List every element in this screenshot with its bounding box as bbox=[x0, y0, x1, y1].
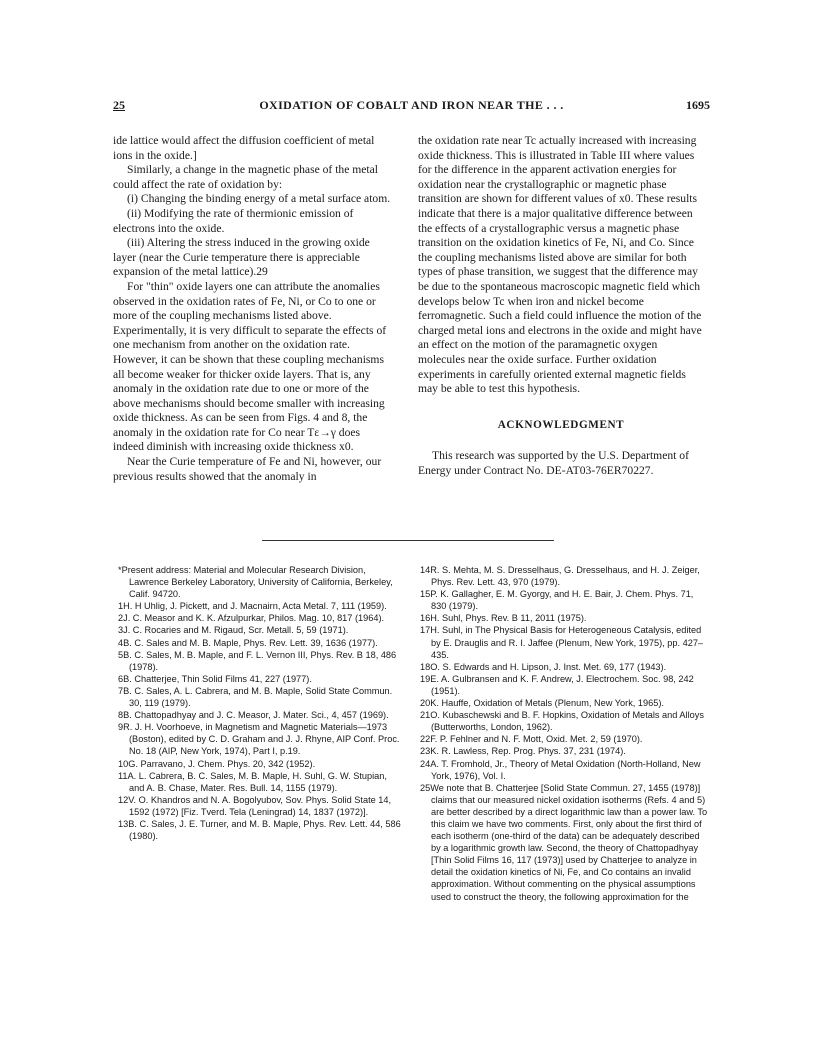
paragraph: For "thin" oxide layers one can attribute the anomalies observed in the oxidation rates of Fe, Ni, or Co to one or more of the coupling mechanisms listed above. Experimentally, it is very difficult to separate the effects of one mechanism from another on the oxidation rate. However, it can be shown that these coupling mechanisms all become weaker for thicker oxide layers. That is, any anomaly in the oxidation rate due to one or more of the above mechanisms should become smaller with increasing oxide thickness. As can be seen from Figs. 4 and 8, the anomaly in the oxidation rate for Co near Tε→γ does indeed diminish with increasing oxide thickness x0. bbox=[113, 279, 387, 454]
reference-item: 12V. O. Khandros and N. A. Bogolyubov, Sov. Phys. Solid State 14, 1592 (1972) [Fiz. Tverd. Tela (Leningrad) 14, 1837 (1972)]. bbox=[118, 794, 392, 817]
reference-item: 1H. H Uhlig, J. Pickett, and J. Macnairn, Acta Metal. 7, 111 (1959). bbox=[118, 601, 387, 612]
reference-item: 4B. C. Sales and M. B. Maple, Phys. Rev. Lett. 39, 1636 (1977). bbox=[118, 637, 378, 648]
reference-item: 9R. J. H. Voorhoeve, in Magnetism and Magnetic Materials—1973 (Boston), edited by C. D. Graham and J. J. Rhyne, AIP Conf. Proc. No. 18 (AIP, New York, 1974), Part I, p.19. bbox=[118, 722, 400, 757]
reference-item: 2J. C. Measor and K. K. Afzulpurkar, Philos. Mag. 10, 817 (1964). bbox=[118, 613, 385, 624]
reference-item: 16H. Suhl, Phys. Rev. B 11, 2011 (1975). bbox=[420, 613, 587, 624]
running-header bbox=[113, 98, 710, 116]
reference-item: 10G. Parravano, J. Chem. Phys. 20, 342 (1952). bbox=[118, 758, 316, 769]
reference-item: 5B. C. Sales, M. B. Maple, and F. L. Vernon III, Phys. Rev. B 18, 486 (1978). bbox=[118, 649, 397, 672]
reference-item: 22F. P. Fehlner and N. F. Mott, Oxid. Met. 2, 59 (1970). bbox=[420, 734, 643, 745]
reference-item: 17H. Suhl, in The Physical Basis for Heterogeneous Catalysis, edited by E. Drauglis and R. I. Jaffee (Plenum, New York, 1975), pp. 427–435. bbox=[420, 625, 704, 660]
paragraph: (iii) Altering the stress induced in the growing oxide layer (near the Curie temperature there is appreciable expansion of the metal lattice).29 bbox=[113, 236, 370, 279]
right-text-column bbox=[418, 134, 704, 478]
reference-item: 6B. Chatterjee, Thin Solid Films 41, 227 (1977). bbox=[118, 673, 312, 684]
reference-item: 8B. Chattopadhyay and J. C. Measor, J. Mater. Sci., 4, 457 (1969). bbox=[118, 710, 389, 721]
reference-item: 25We note that B. Chatterjee [Solid State Commun. 27, 1455 (1978)] claims that our measured nickel oxidation isotherms (Refs. 4 and 5) are better described by a direct logarithmic law than a power law. To this claim we have two comments. First, only about the first third of each isotherm (one-third of the data) can be adequately described by a logarithmic growth law. Second, the theory of Chattopadhyay [Thin Solid Films 16, 117 (1973)] used by Chatterjee to analyze in detail the oxidation kinetics of Ni, Fe, and Co contains an invalid approximation. Without commenting on the physical assumptions used to construct the theory, the following approximation for the bbox=[420, 782, 708, 902]
paragraph: ide lattice would affect the diffusion coefficient of metal ions in the oxide.] bbox=[113, 134, 375, 162]
reference-item: 7B. C. Sales, A. L. Cabrera, and M. B. Maple, Solid State Commun. 30, 119 (1979). bbox=[118, 685, 393, 709]
reference-item: 19E. A. Gulbransen and K. F. Andrew, J. Electrochem. Soc. 98, 242 (1951). bbox=[420, 673, 694, 696]
references-left bbox=[118, 564, 402, 842]
reference-item: 15P. K. Gallagher, E. M. Gyorgy, and H. E. Bair, J. Chem. Phys. 71, 830 (1979). bbox=[420, 589, 694, 612]
left-text-column bbox=[113, 134, 391, 484]
reference-item: 20K. Hauffe, Oxidation of Metals (Plenum, New York, 1965). bbox=[420, 698, 664, 709]
reference-item: *Present address: Material and Molecular Research Division, Lawrence Berkeley Laboratory, University of California, Berkeley, Calif. 94720. bbox=[118, 565, 393, 600]
references-right bbox=[420, 564, 710, 903]
acknowledgment-text: This research was supported by the U.S. Department of Energy under Contract No. DE-AT03-76ER70227. bbox=[418, 449, 689, 477]
paragraph: (i) Changing the binding energy of a metal surface atom. bbox=[127, 192, 391, 206]
acknowledgment-heading: ACKNOWLEDGMENT bbox=[497, 418, 625, 431]
reference-item: 21O. Kubaschewski and B. F. Hopkins, Oxidation of Metals and Alloys (Butterworths, London, 1962). bbox=[420, 710, 704, 733]
reference-item: 24A. T. Fromhold, Jr., Theory of Metal Oxidation (North-Holland, New York, 1976), Vol. I. bbox=[420, 758, 701, 781]
paragraph: Similarly, a change in the magnetic phase of the metal could affect the rate of oxidation by: bbox=[113, 163, 379, 191]
page-number: 1695 bbox=[686, 98, 710, 112]
reference-item: 3J. C. Rocaries and M. Rigaud, Scr. Metall. 5, 59 (1971). bbox=[118, 625, 349, 636]
reference-item: 13B. C. Sales, J. E. Turner, and M. B. Maple, Phys. Rev. Lett. 44, 586 (1980). bbox=[118, 818, 401, 842]
running-title: OXIDATION OF COBALT AND IRON NEAR THE . . . bbox=[259, 98, 564, 112]
volume-number: 25 bbox=[113, 98, 125, 112]
reference-item: 14R. S. Mehta, M. S. Dresselhaus, G. Dresselhaus, and H. J. Zeiger, Phys. Rev. Lett. 43, 970 (1979). bbox=[420, 565, 700, 588]
footnote-divider bbox=[262, 540, 554, 541]
reference-item: 18O. S. Edwards and H. Lipson, J. Inst. Met. 69, 177 (1943). bbox=[420, 661, 667, 672]
paragraph: the oxidation rate near Tc actually increased with increasing oxide thickness. This is illustrated in Table III where values for the difference in the apparent activation energies for oxidation near the crystallographic or magnetic phase transition are shown for different values of x0. These results indicate that there is a major qualitative difference between the effects of a crystallographic versus a magnetic phase transition on the oxidation kinetics of Fe, Ni, and Co. Since the coupling mechanisms listed above are similar for both types of phase transition, we suggest that the difference may be due to the spontaneous macroscopic magnetic field which develops below Tc when iron and nickel become ferromagnetic. Such a field could influence the motion of the charged metal ions and electrons in the oxide and might have an effect on the motion of the paramagnetic oxygen molecules near the oxide surface. Further oxidation experiments in carefully oriented external magnetic fields may be able to test this hypothesis. bbox=[418, 134, 702, 396]
reference-item: 11A. L. Cabrera, B. C. Sales, M. B. Maple, H. Suhl, G. W. Stupian, and A. B. Chase, Mater. Res. Bull. 14, 1155 (1979). bbox=[118, 770, 387, 793]
paragraph: Near the Curie temperature of Fe and Ni, however, our previous results showed that the anomaly in bbox=[113, 455, 382, 483]
reference-item: 23K. R. Lawless, Rep. Prog. Phys. 37, 231 (1974). bbox=[420, 746, 626, 757]
paragraph: (ii) Modifying the rate of thermionic emission of electrons into the oxide. bbox=[113, 206, 354, 235]
